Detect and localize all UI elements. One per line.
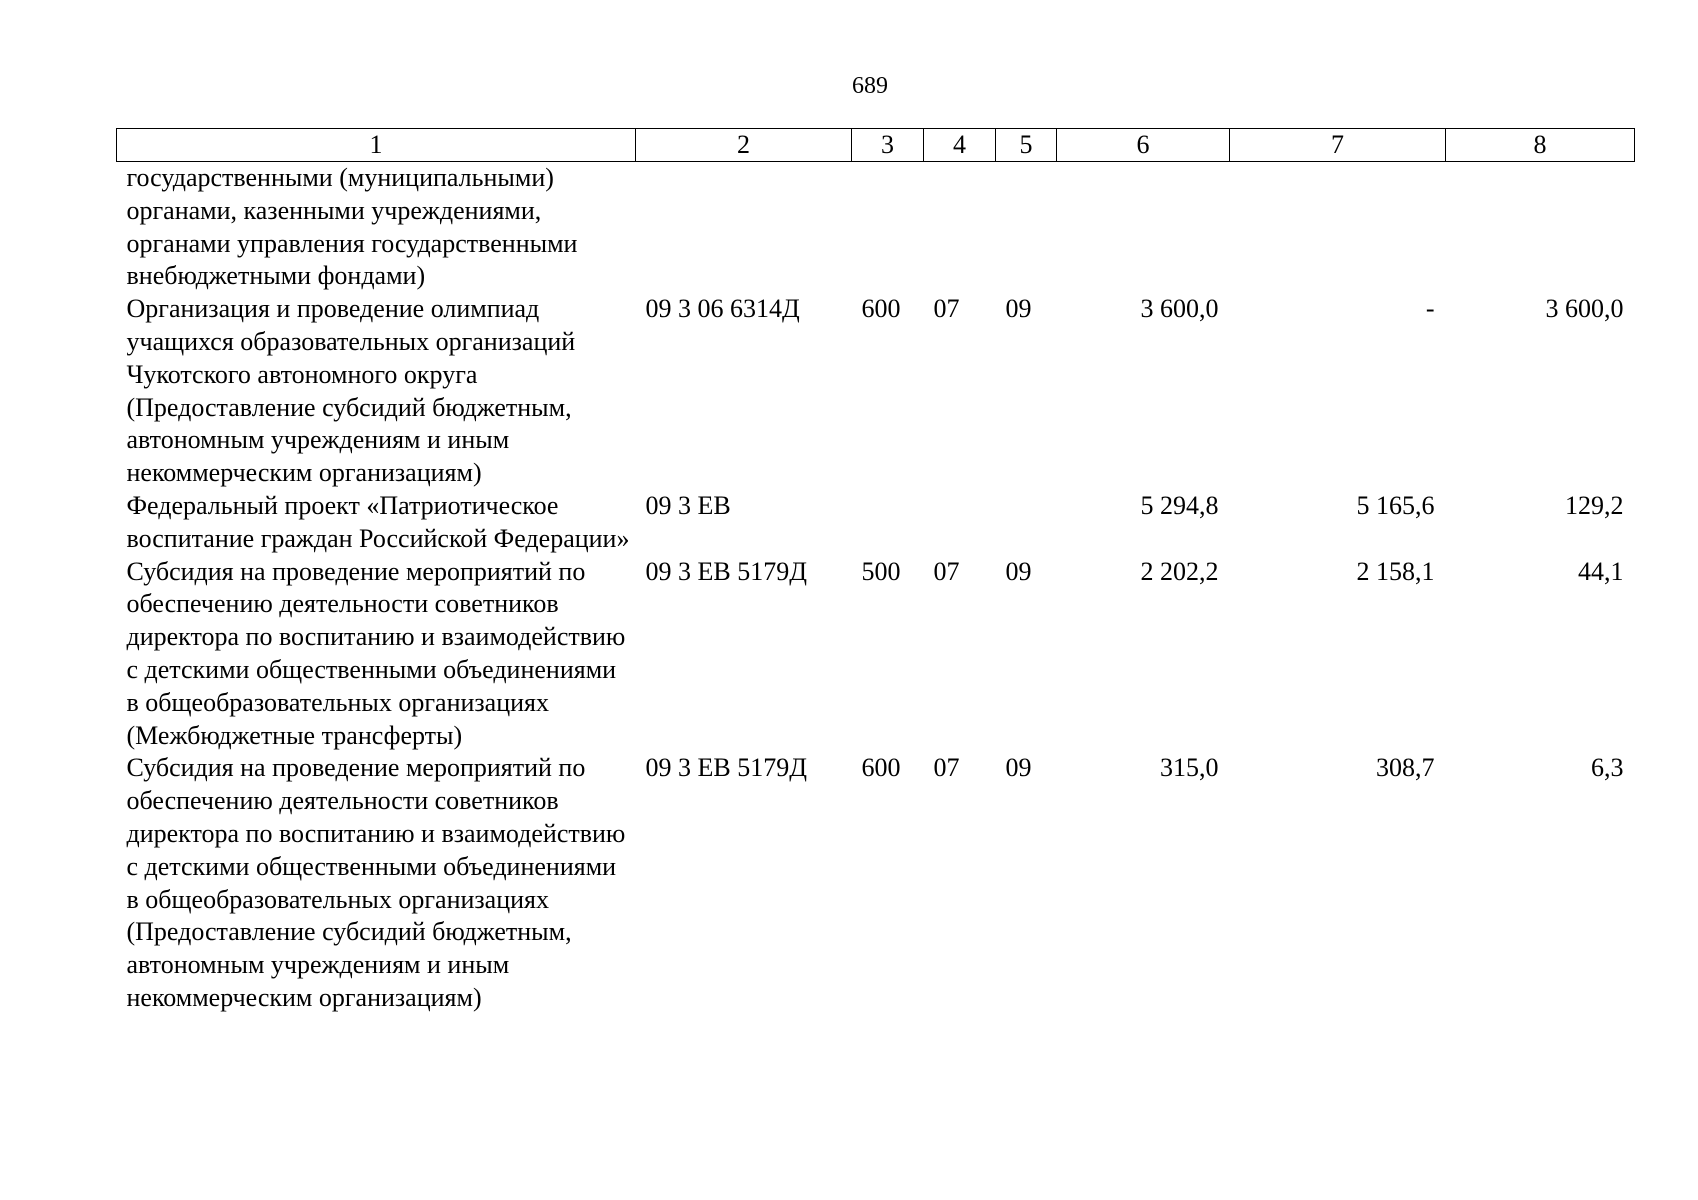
column-header-3: 3 xyxy=(852,129,924,162)
row-name: Организация и проведение олимпиад учащихся образовательных организаций Чукотского автономного округа (Предоставление субсидий бюджетным, автономным учреждениям и иным некоммерческим организациям) xyxy=(126,294,576,488)
row-expense-type xyxy=(852,162,924,294)
row-regional-amount: 6,3 xyxy=(1591,753,1624,783)
page-number: 689 xyxy=(852,73,888,99)
row-subsection: 09 xyxy=(1005,556,1032,586)
row-total-amount: 2 202,2 xyxy=(1140,556,1219,586)
row-name: Субсидия на проведение мероприятий по обеспечению деятельности советников директора по воспитанию и взаимодействию с детскими общественными объединениями в общеобразовательных организациях (Предоставление субсидий бюджетным, автономным учреждениям и иным некоммерческим организациям) xyxy=(126,753,626,1012)
row-federal-amount: 2 158,1 xyxy=(1356,556,1435,586)
table-row xyxy=(117,556,1635,753)
row-regional-amount: 129,2 xyxy=(1565,490,1624,520)
row-expense-type: 600 xyxy=(861,294,901,324)
budget-table xyxy=(116,128,1635,1015)
row-regional-amount: 3 600,0 xyxy=(1545,294,1624,324)
column-header-6: 6 xyxy=(1057,129,1230,162)
row-section: 07 xyxy=(933,753,960,783)
row-subsection: 09 xyxy=(1005,294,1032,324)
row-target-article-code xyxy=(636,162,852,294)
row-regional-amount: 44,1 xyxy=(1578,556,1624,586)
row-name: Федеральный проект «Патриотическое воспитание граждан Российской Федерации» xyxy=(126,490,630,553)
row-target-article-code: 09 3 ЕВ 5179Д xyxy=(645,753,807,783)
row-name: государственными (муниципальными) органами, казенными учреждениями, органами управления государственными внебюджетными фондами) xyxy=(126,163,578,291)
row-section xyxy=(924,490,996,556)
row-section xyxy=(924,162,996,294)
row-federal-amount: - xyxy=(1425,294,1435,324)
row-subsection: 09 xyxy=(1005,753,1032,783)
row-target-article-code: 09 3 06 6314Д xyxy=(645,294,800,324)
row-expense-type xyxy=(852,490,924,556)
row-section: 07 xyxy=(933,556,960,586)
column-header-1: 1 xyxy=(117,129,636,162)
column-header-2: 2 xyxy=(636,129,852,162)
row-section: 07 xyxy=(933,294,960,324)
table-row xyxy=(117,490,1635,556)
column-header-7: 7 xyxy=(1230,129,1446,162)
column-header-4: 4 xyxy=(924,129,996,162)
row-target-article-code: 09 3 ЕВ xyxy=(645,490,731,520)
column-header-8: 8 xyxy=(1446,129,1635,162)
row-total-amount xyxy=(1057,162,1230,294)
row-subsection xyxy=(996,490,1057,556)
row-federal-amount xyxy=(1230,162,1446,294)
row-subsection xyxy=(996,162,1057,294)
row-regional-amount xyxy=(1446,162,1635,294)
column-header-5: 5 xyxy=(996,129,1057,162)
row-total-amount: 315,0 xyxy=(1160,753,1219,783)
row-total-amount: 3 600,0 xyxy=(1140,294,1219,324)
row-target-article-code: 09 3 ЕВ 5179Д xyxy=(645,556,807,586)
row-expense-type: 500 xyxy=(861,556,901,586)
table-row xyxy=(117,752,1635,1014)
row-total-amount: 5 294,8 xyxy=(1140,490,1219,520)
row-name: Субсидия на проведение мероприятий по обеспечению деятельности советников директора по воспитанию и взаимодействию с детскими общественными объединениями в общеобразовательных организациях (Межбюджетные трансферты) xyxy=(126,556,626,750)
table-row xyxy=(117,293,1635,490)
column-number-header-row xyxy=(117,129,1635,162)
row-federal-amount: 308,7 xyxy=(1376,753,1435,783)
row-expense-type: 600 xyxy=(861,753,901,783)
table-row xyxy=(117,162,1635,294)
row-federal-amount: 5 165,6 xyxy=(1356,490,1435,520)
